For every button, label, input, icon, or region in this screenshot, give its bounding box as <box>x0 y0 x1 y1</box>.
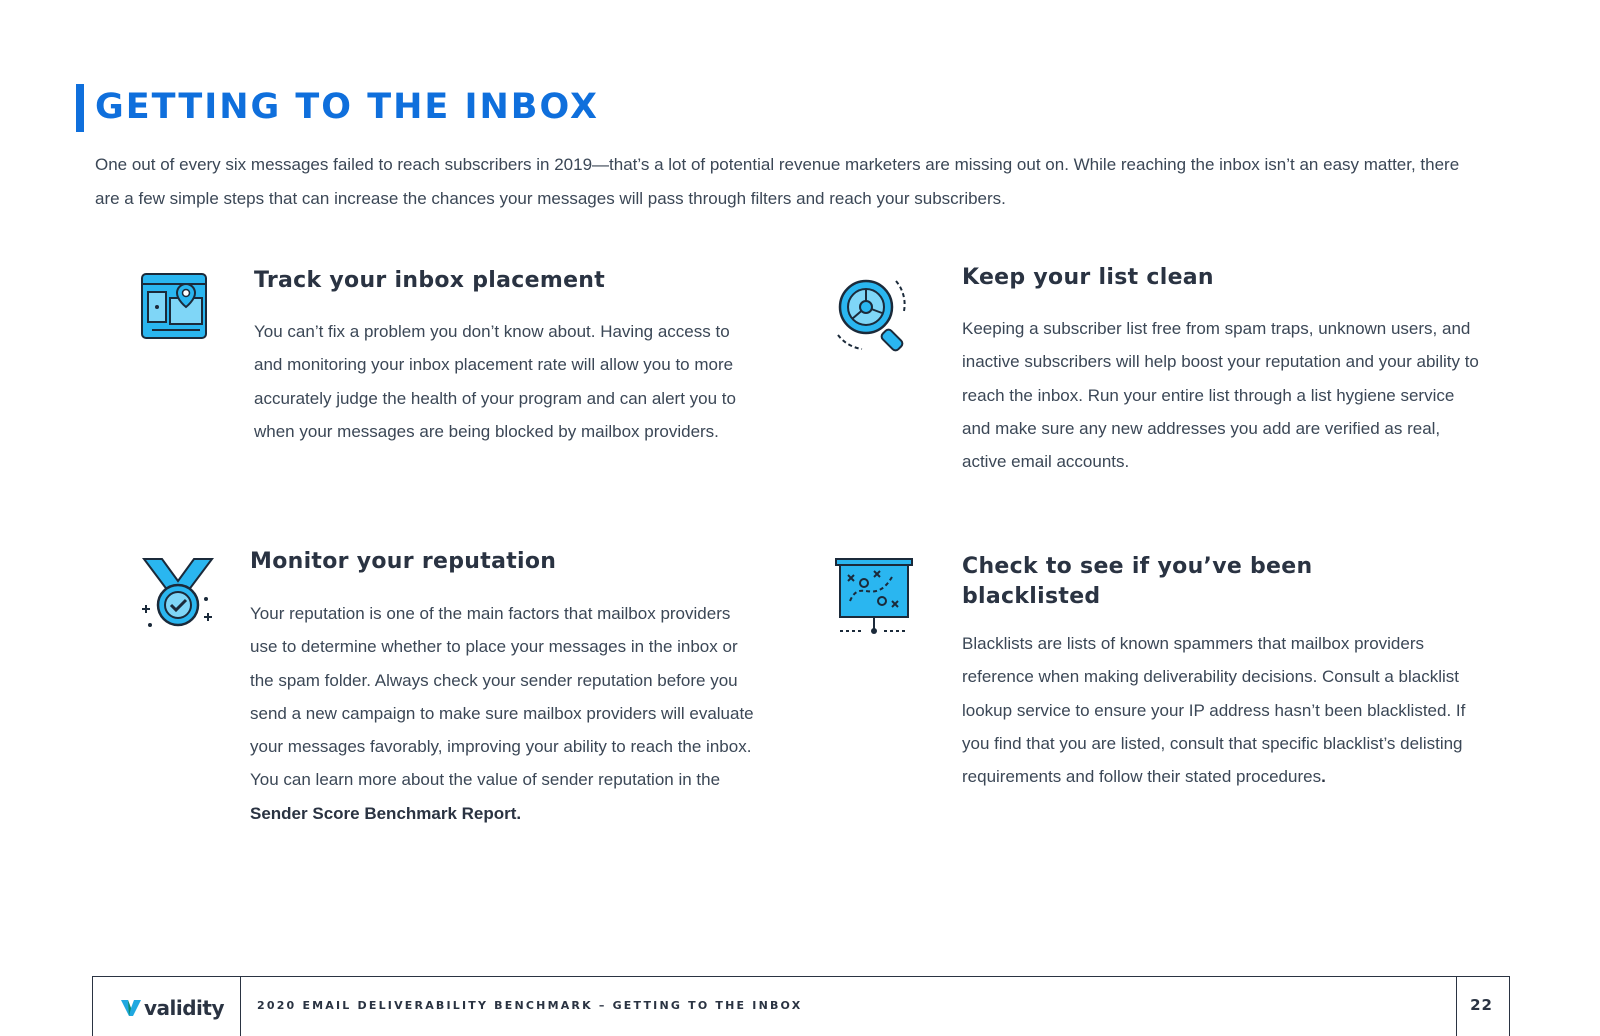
section-body-reputation <box>250 597 755 830</box>
section-heading-reputation: Monitor your reputation <box>250 549 557 574</box>
intro-paragraph: One out of every six messages failed to reach subscribers in 2019—that’s a lot of potential revenue marketers are missing out on. While reaching the inbox isn’t an easy matter, there are a few simple steps that can increase the chances your messages will pass through filters and reach your subscribers. <box>95 155 1460 208</box>
footer-divider-right <box>1456 977 1457 1036</box>
footer-title: 2020 EMAIL DELIVERABILITY BENCHMARK – GETTING TO THE INBOX <box>257 999 803 1012</box>
page-title: GETTING TO THE INBOX <box>95 87 599 127</box>
magnifier-chart-icon <box>834 275 914 355</box>
section-body-list-clean: Keeping a subscriber list free from spam traps, unknown users, and inactive subscribers will help boost your reputation and your ability to reach the inbox. Run your entire list through a list hygiene service and make sure any new addresses you add are verified as real, active email accounts. <box>962 319 1479 472</box>
reputation-body-text: Your reputation is one of the main factors that mailbox providers use to determine whether to place your messages in the inbox or the spam folder. Always check your sender reputation before you send a new campaign to make sure mailbox providers will evaluate your messages favorably, improving your ability to reach the inbox. You can learn more about the value of sender reputation in the <box>250 604 754 790</box>
section-body-blacklisted <box>962 627 1472 793</box>
section-heading-list-clean: Keep your list clean <box>962 265 1214 290</box>
strategy-board-icon <box>834 557 914 637</box>
section-body-track-inbox: You can’t fix a problem you don’t know about. Having access to and monitoring your inbox placement rate will allow you to more accurately judge the health of your program and can alert you to when your messages are being blocked by mailbox providers. <box>254 322 736 441</box>
section-heading-blacklisted: Check to see if you’ve been blacklisted <box>962 554 1313 609</box>
title-accent-bar <box>76 84 84 132</box>
page-footer <box>92 976 1510 1036</box>
inbox-placement-icon <box>140 272 220 352</box>
logo-wordmark: validity <box>144 996 225 1020</box>
medal-icon <box>140 557 220 637</box>
section-heading-track-inbox: Track your inbox placement <box>254 268 606 293</box>
sender-score-report-link[interactable]: Sender Score Benchmark Report. <box>250 803 522 823</box>
blacklisted-body-text: Blacklists are lists of known spammers that mailbox providers reference when making deliverability decisions. Consult a blacklist lookup service to ensure your IP address hasn’t been blacklisted. If you find that you are listed, consult that specific blacklist’s delisting requirements and follow their stated procedures <box>962 634 1466 787</box>
validity-v-mark-icon <box>120 998 142 1018</box>
page-number: 22 <box>1470 996 1493 1014</box>
validity-logo <box>120 996 224 1020</box>
footer-divider-left <box>240 977 241 1036</box>
blacklisted-body-period: . <box>1321 767 1326 787</box>
